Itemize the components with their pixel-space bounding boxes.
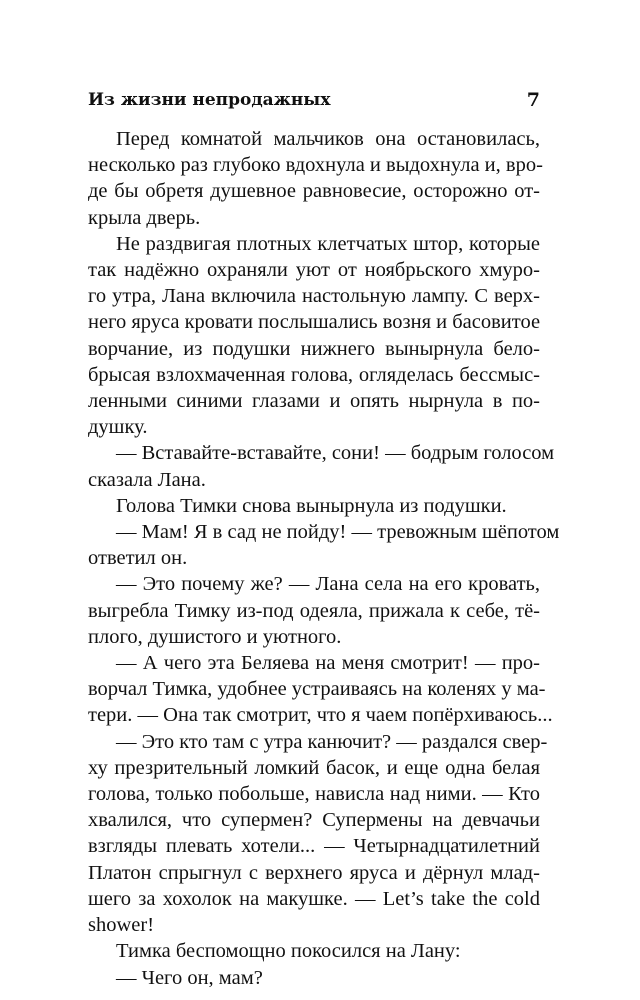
paragraph <box>88 126 543 231</box>
text-line: де бы обретя душевное равновесие, осторожно от- <box>88 180 540 203</box>
text-line: выгребла Тимку из-под одеяла, прижала к себе, тё- <box>88 599 540 622</box>
text-line: крыла дверь. <box>88 206 201 229</box>
text-line: голова, только побольше, нависла над ними. — Кто <box>88 783 540 806</box>
running-head-title: Из жизни непродажных <box>88 90 331 110</box>
text-line: шего за хохолок на макушке. — Let’s take the cold <box>88 887 540 910</box>
paragraph <box>88 440 555 492</box>
text-line: Голова Тимки снова вынырнула из подушки. <box>116 494 507 517</box>
text-line: — Это почему же? — Лана села на его кровать, <box>116 573 540 596</box>
paragraph <box>88 650 553 729</box>
text-line: брысая взлохмаченная голова, огляделась бессмыс- <box>88 363 540 386</box>
text-line: взгляды плевать хотели... — Четырнадцатилетний <box>88 835 540 858</box>
text-line: — Чего он, мам? <box>116 966 263 989</box>
text-line: Перед комнатой мальчиков она остановилась, <box>116 128 540 150</box>
text-line: — Вставайте-вставайте, сони! — бодрым голосом <box>116 442 555 465</box>
paragraph <box>88 938 540 964</box>
paragraph <box>88 493 540 519</box>
text-line: ворчал Тимка, удобнее устраиваясь на коленях у ма- <box>88 678 546 701</box>
running-head <box>88 88 540 112</box>
page-number: 7 <box>526 89 540 111</box>
paragraph <box>88 729 548 939</box>
text-line: Не раздвигая плотных клетчатых штор, которые <box>116 232 540 255</box>
text-line: него яруса кровати послышались возня и басовитое <box>88 311 541 334</box>
body-text <box>88 126 560 991</box>
paragraph <box>88 231 540 441</box>
text-line: Платон спрыгнул с верхнего яруса и дёрнул млад- <box>88 861 540 884</box>
text-line: несколько раз глубоко вдохнула и выдохнула и, вро- <box>88 154 543 177</box>
text-line: — А чего эта Беляева на меня смотрит! — про- <box>116 652 540 675</box>
text-line: так надёжно охраняли уют от ноябрьского хмуро- <box>88 259 540 282</box>
text-line: shower! <box>88 914 155 937</box>
paragraph <box>88 571 540 650</box>
text-line: ворчание, из подушки нижнего вынырнула бело- <box>88 337 540 360</box>
text-line: Тимка беспомощно покосился на Лану: <box>116 940 461 963</box>
text-line: сказала Лана. <box>88 468 206 491</box>
text-line: хвалился, что супермен? Супермены на девчачьи <box>88 809 540 832</box>
text-line: ответил он. <box>88 547 188 570</box>
text-line: — Мам! Я в сад не пойду! — тревожным шёпотом <box>116 521 560 544</box>
text-line: душку. <box>88 416 148 439</box>
paragraph <box>88 965 540 991</box>
text-line: ленными синими глазами и опять нырнула в по- <box>88 390 540 413</box>
text-line: тери. — Она так смотрит, что я чаем попёрхиваюсь... <box>88 704 553 727</box>
text-line: — Это кто там с утра канючит? — раздался свер- <box>116 730 548 753</box>
text-line: го утра, Лана включила настольную лампу. С верх- <box>88 285 540 308</box>
text-line: ху презрительный ломкий басок, и еще одна белая <box>88 756 540 779</box>
text-line: плого, душистого и уютного. <box>88 625 342 648</box>
paragraph <box>88 519 560 571</box>
